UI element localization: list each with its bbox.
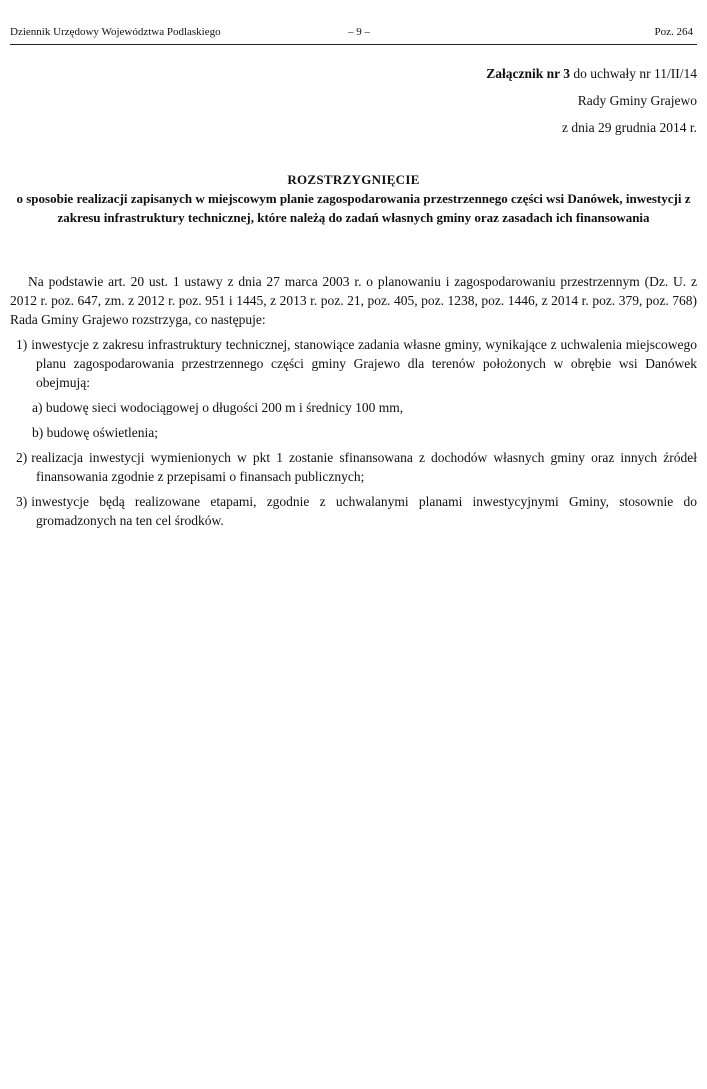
annex-line-2: Rady Gminy Grajewo — [577, 93, 697, 108]
annex-reference — [486, 60, 697, 141]
list-item-text: inwestycje z zakresu infrastruktury technicznej, stanowiące zadania własne gminy, wynikające z uchwalenia miejscowego planu zagospodarowania przestrzennego części gminy Grajewo dla terenów położonych w obrębie wsi Danówek obejmują: — [31, 337, 697, 390]
list-item-number: 1) — [16, 337, 28, 352]
journal-title: Dziennik Urzędowy Województwa Podlaskiego — [10, 26, 221, 38]
sub-item: b) budowę oświetlenia; — [32, 425, 158, 440]
sub-item: a) budowę sieci wodociągowej o długości 200 m i średnicy 100 mm, — [32, 400, 404, 415]
annex-line-1 — [486, 60, 697, 87]
list-item-text: realizacja inwestycji wymienionych w pkt 1 zostanie sfinansowana z dochodów własnych gminy oraz innych źródeł finansowania zgodnie z przepisami o finansach publicznych; — [31, 450, 697, 484]
title-main: ROZSTRZYGNIĘCIE — [287, 172, 420, 187]
list-item-number: 2) — [16, 450, 28, 465]
annex-label: Załącznik nr 3 — [486, 66, 571, 81]
page-number: – 9 – — [348, 26, 370, 38]
position-number: Poz. 264 — [654, 26, 693, 38]
page-header — [10, 26, 697, 45]
title-subtitle: o sposobie realizacji zapisanych w miejscowym planie zagospodarowania przestrzennego części wsi Danówek, inwestycji z zakresu infrastruktury technicznej, które należą do zadań własnych gminy oraz zasadach ich finansowania — [16, 191, 691, 225]
intro-paragraph: Na podstawie art. 20 ust. 1 ustawy z dnia 27 marca 2003 r. o planowaniu i zagospodarowaniu przestrzennym (Dz. U. z 2012 r. poz. 647, zm. z 2012 r. poz. 951 i 1445, z 2013 r. poz. 21, poz. 405, poz. 1238, poz. 1446, z 2014 r. poz. 379, poz. 768) Rada Gminy Grajewo rozstrzyga, co następuje: — [10, 274, 697, 327]
annex-resolution: do uchwały nr 11/II/14 — [570, 66, 697, 81]
document-body — [10, 272, 697, 536]
list-item-number: 3) — [16, 494, 28, 509]
list-item — [10, 492, 697, 530]
list-item-text: inwestycje będą realizowane etapami, zgodnie z uchwalanymi planami inwestycyjnymi Gminy, stosownie do gromadzonych na ten cel środków. — [31, 494, 697, 528]
document-title — [10, 170, 697, 227]
list-item — [10, 335, 697, 392]
annex-line-3: z dnia 29 grudnia 2014 r. — [562, 120, 697, 135]
list-item — [10, 448, 697, 486]
